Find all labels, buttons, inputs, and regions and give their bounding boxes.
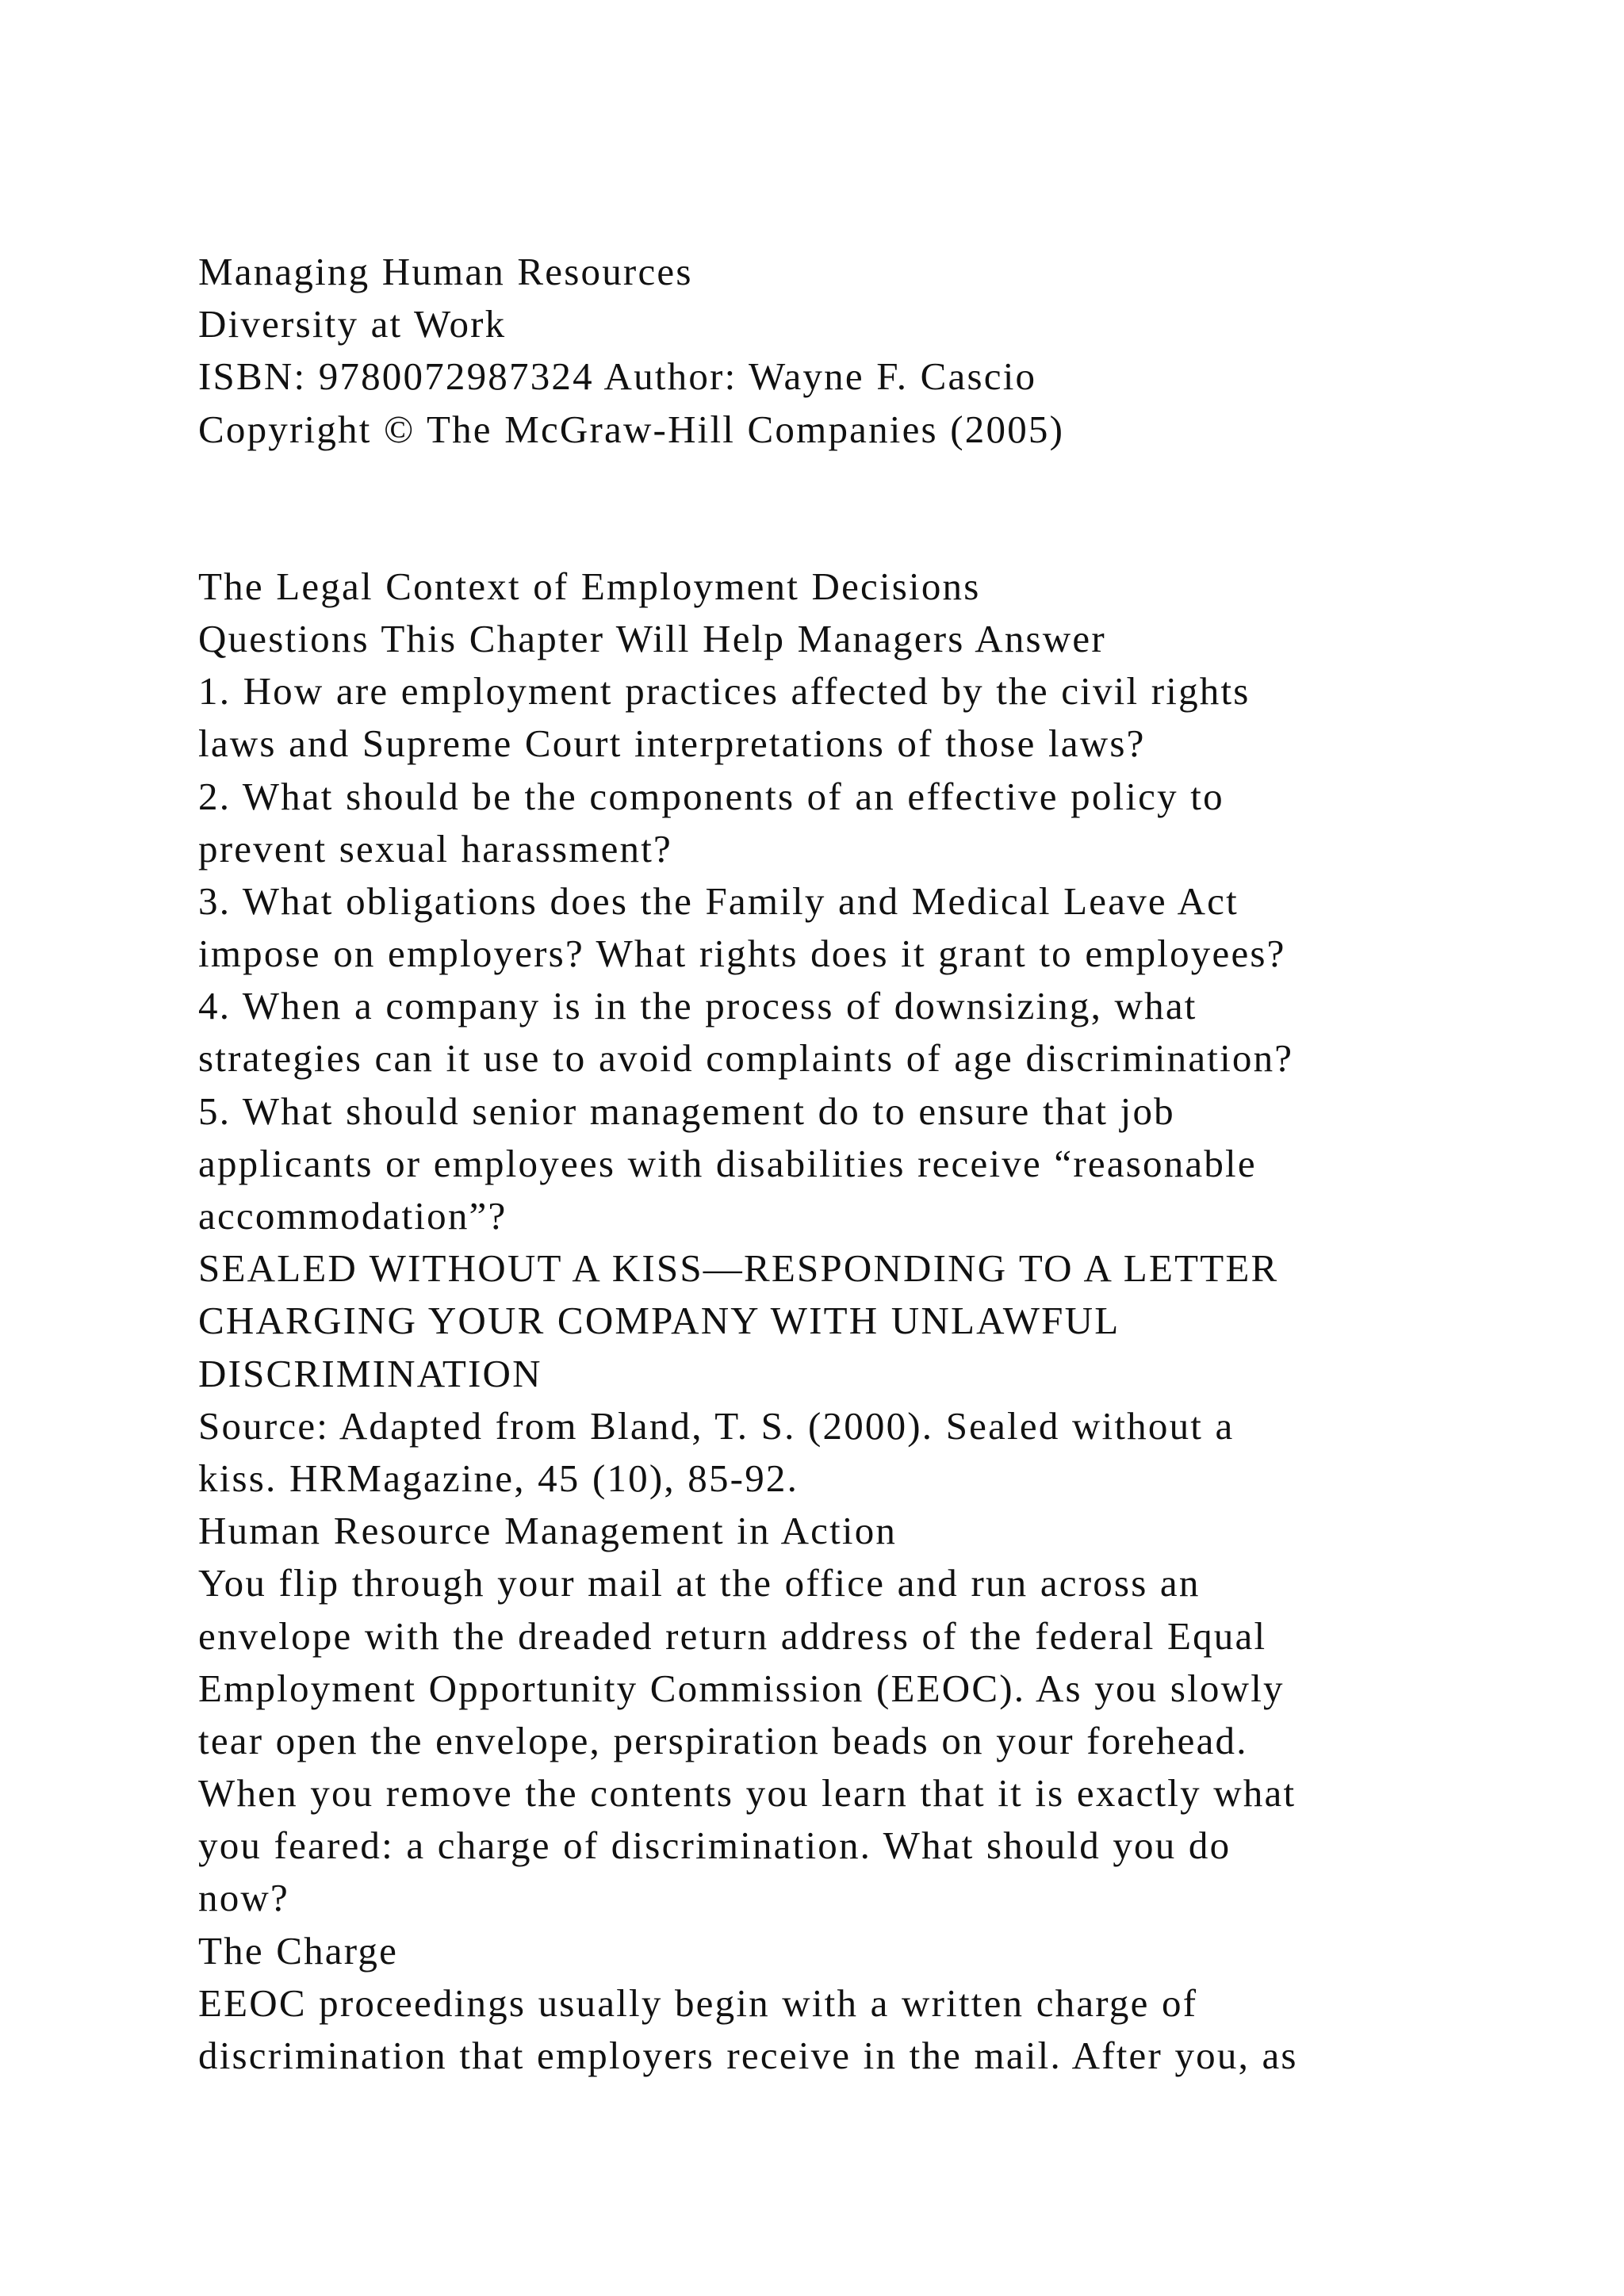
text-line: 5. What should senior management do to ensure that job xyxy=(198,1089,1175,1133)
text-line: applicants or employees with disabilities receive “reasonable xyxy=(198,1141,1257,1185)
book-subtitle: Diversity at Work xyxy=(198,302,507,346)
text-line: 2. What should be the components of an effective policy to xyxy=(198,774,1224,818)
text-line: strategies can it use to avoid complaints of age discrimination? xyxy=(198,1036,1294,1081)
spacer xyxy=(198,456,1515,561)
copyright: Copyright © The McGraw-Hill Companies (2005) xyxy=(198,407,1065,451)
source-citation: kiss. HRMagazine, 45 (10), 85-92. xyxy=(198,1456,799,1500)
text-line: prevent sexual harassment? xyxy=(198,826,672,871)
book-title: Managing Human Resources xyxy=(198,250,693,293)
questions-heading: Questions This Chapter Will Help Managers Answer xyxy=(198,616,1106,660)
text-line: laws and Supreme Court interpretations of those laws? xyxy=(198,721,1146,766)
section-heading: SEALED WITHOUT A KISS—RESPONDING TO A LETTER xyxy=(198,1246,1279,1291)
text-line: tear open the envelope, perspiration beads on your forehead. xyxy=(198,1718,1248,1762)
section-heading: DISCRIMINATION xyxy=(198,1351,542,1395)
text-line: EEOC proceedings usually begin with a written charge of xyxy=(198,1980,1198,2025)
text-line: When you remove the contents you learn that it is exactly what xyxy=(198,1771,1297,1816)
source-citation: Source: Adapted from Bland, T. S. (2000). Sealed without a xyxy=(198,1403,1235,1448)
text-line: 4. When a company is in the process of downsizing, what xyxy=(198,984,1197,1028)
text-line: discrimination that employers receive in the mail. After you, as xyxy=(198,2034,1298,2077)
text-line: now? xyxy=(198,1876,289,1920)
chapter-title: The Legal Context of Employment Decisions xyxy=(198,564,981,608)
text-line: 1. How are employment practices affected by the civil rights xyxy=(198,669,1251,714)
text-line: envelope with the dreaded return address of the federal Equal xyxy=(198,1613,1267,1658)
text-line: impose on employers? What rights does it grant to employees? xyxy=(198,932,1286,976)
subsection-heading: Human Resource Management in Action xyxy=(198,1509,898,1553)
section-heading: CHARGING YOUR COMPANY WITH UNLAWFUL xyxy=(198,1299,1120,1343)
body-text xyxy=(198,561,1515,2082)
text-line: 3. What obligations does the Family and Medical Leave Act xyxy=(198,878,1239,923)
text-line: Employment Opportunity Commission (EEOC). As you slowly xyxy=(198,1666,1285,1710)
subsection-heading: The Charge xyxy=(198,1928,399,1973)
text-line: You flip through your mail at the office and run across an xyxy=(198,1561,1201,1605)
text-line: you feared: a charge of discrimination. What should you do xyxy=(198,1823,1231,1868)
header-block xyxy=(198,246,1515,456)
document-page xyxy=(198,246,1515,2082)
text-line: accommodation”? xyxy=(198,1194,508,1238)
isbn-author: ISBN: 9780072987324 Author: Wayne F. Cascio xyxy=(198,354,1037,399)
